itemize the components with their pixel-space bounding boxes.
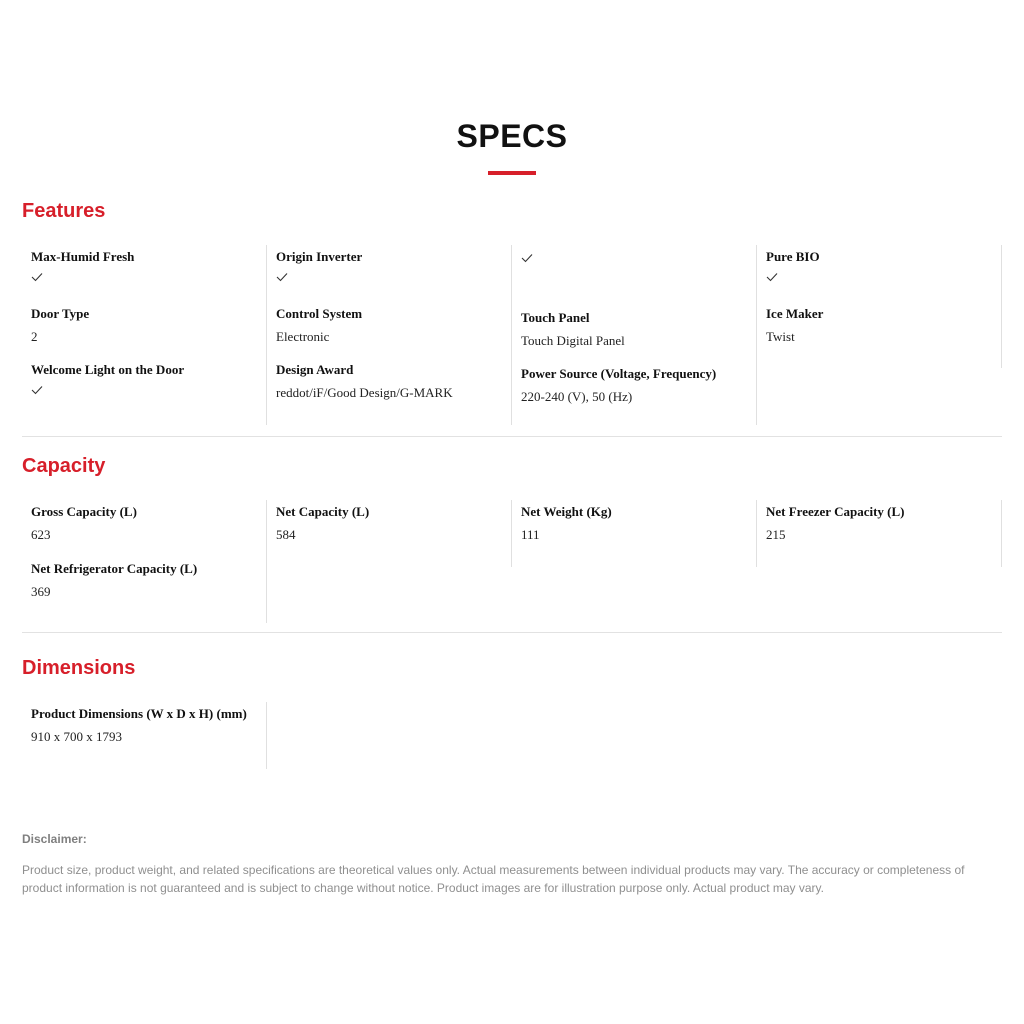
page-title: SPECS — [456, 118, 568, 154]
spec-column — [757, 500, 1002, 567]
spec-column — [22, 702, 267, 769]
check-icon — [31, 385, 43, 395]
spec-item — [31, 306, 266, 363]
spec-value: Electronic — [276, 328, 330, 344]
spec-item — [31, 362, 266, 419]
spec-item — [766, 249, 1001, 306]
disclaimer-title: Disclaimer: — [22, 832, 87, 846]
spec-label: Gross Capacity (L) — [31, 504, 137, 519]
spec-item — [521, 504, 756, 561]
spec-value: 2 — [31, 328, 38, 344]
spec-item — [31, 706, 266, 763]
capacity-section — [22, 454, 1002, 624]
features-section — [22, 199, 1002, 425]
spec-value: 369 — [31, 583, 51, 599]
spec-item — [766, 306, 1001, 363]
spec-label: Touch Panel — [521, 309, 590, 325]
check-icon — [31, 272, 43, 282]
spec-item — [276, 362, 511, 419]
spec-column — [22, 500, 267, 623]
spec-value: Touch Digital Panel — [521, 332, 625, 348]
spec-label: Ice Maker — [766, 305, 824, 321]
spec-label: Pure BIO — [766, 249, 820, 264]
spec-column — [22, 245, 267, 425]
spec-column — [757, 245, 1002, 368]
spec-label: Net Refrigerator Capacity (L) — [31, 560, 198, 576]
spec-label: Product Dimensions (W x D x H) (mm) — [31, 706, 247, 721]
section-divider — [22, 436, 1002, 437]
spec-value: 220-240 (V), 50 (Hz) — [521, 389, 633, 404]
spec-label: Power Source (Voltage, Frequency) — [521, 366, 717, 381]
spec-label: Net Weight (Kg) — [521, 504, 612, 519]
features-grid — [22, 245, 1002, 425]
check-icon — [766, 272, 778, 282]
spec-label: Door Type — [31, 305, 90, 321]
spec-column — [512, 500, 757, 567]
section-title-dimensions: Dimensions — [22, 657, 136, 679]
spec-item — [31, 561, 266, 618]
spec-item — [766, 504, 1001, 561]
spec-item — [521, 366, 756, 423]
spec-label: Design Award — [276, 362, 354, 377]
spec-item — [31, 249, 266, 306]
spec-value: 111 — [521, 527, 540, 542]
dimensions-section — [22, 656, 1002, 771]
spec-column — [512, 245, 757, 425]
spec-value: 584 — [276, 527, 296, 542]
spec-value: 910 x 700 x 1793 — [31, 729, 122, 744]
spec-item — [31, 504, 266, 561]
spec-label: Net Freezer Capacity (L) — [766, 504, 905, 519]
spec-value: Twist — [766, 328, 795, 344]
spec-value: 623 — [31, 527, 51, 542]
spec-label: Welcome Light on the Door — [31, 362, 185, 377]
spec-label: Origin Inverter — [276, 249, 363, 264]
title-underline — [488, 171, 536, 175]
spec-column — [267, 500, 512, 567]
spec-item — [521, 253, 756, 310]
check-icon — [521, 253, 533, 263]
spec-item — [276, 249, 511, 306]
check-icon — [276, 272, 288, 282]
spec-value: 215 — [766, 527, 786, 542]
dimensions-grid — [22, 702, 1002, 769]
section-divider — [22, 632, 1002, 633]
disclaimer-text: Product size, product weight, and related specifications are theoretical values only. Actual measurements between individual products may vary. The accuracy or completeness of product information is not guaranteed and is subject to change without notice. Product images are for illustration purpose only. Actual product may vary. — [22, 863, 965, 895]
spec-value: reddot/iF/Good Design/G-MARK — [276, 385, 453, 400]
section-title-capacity: Capacity — [22, 455, 106, 477]
spec-column — [267, 245, 512, 425]
spec-item — [521, 310, 756, 367]
spec-label: Max-Humid Fresh — [31, 249, 135, 264]
capacity-grid — [22, 500, 1002, 623]
spec-label: Net Capacity (L) — [276, 504, 370, 519]
spec-item — [276, 504, 511, 561]
section-title-features: Features — [22, 200, 106, 222]
spec-item — [276, 306, 511, 363]
spec-label: Control System — [276, 305, 363, 321]
